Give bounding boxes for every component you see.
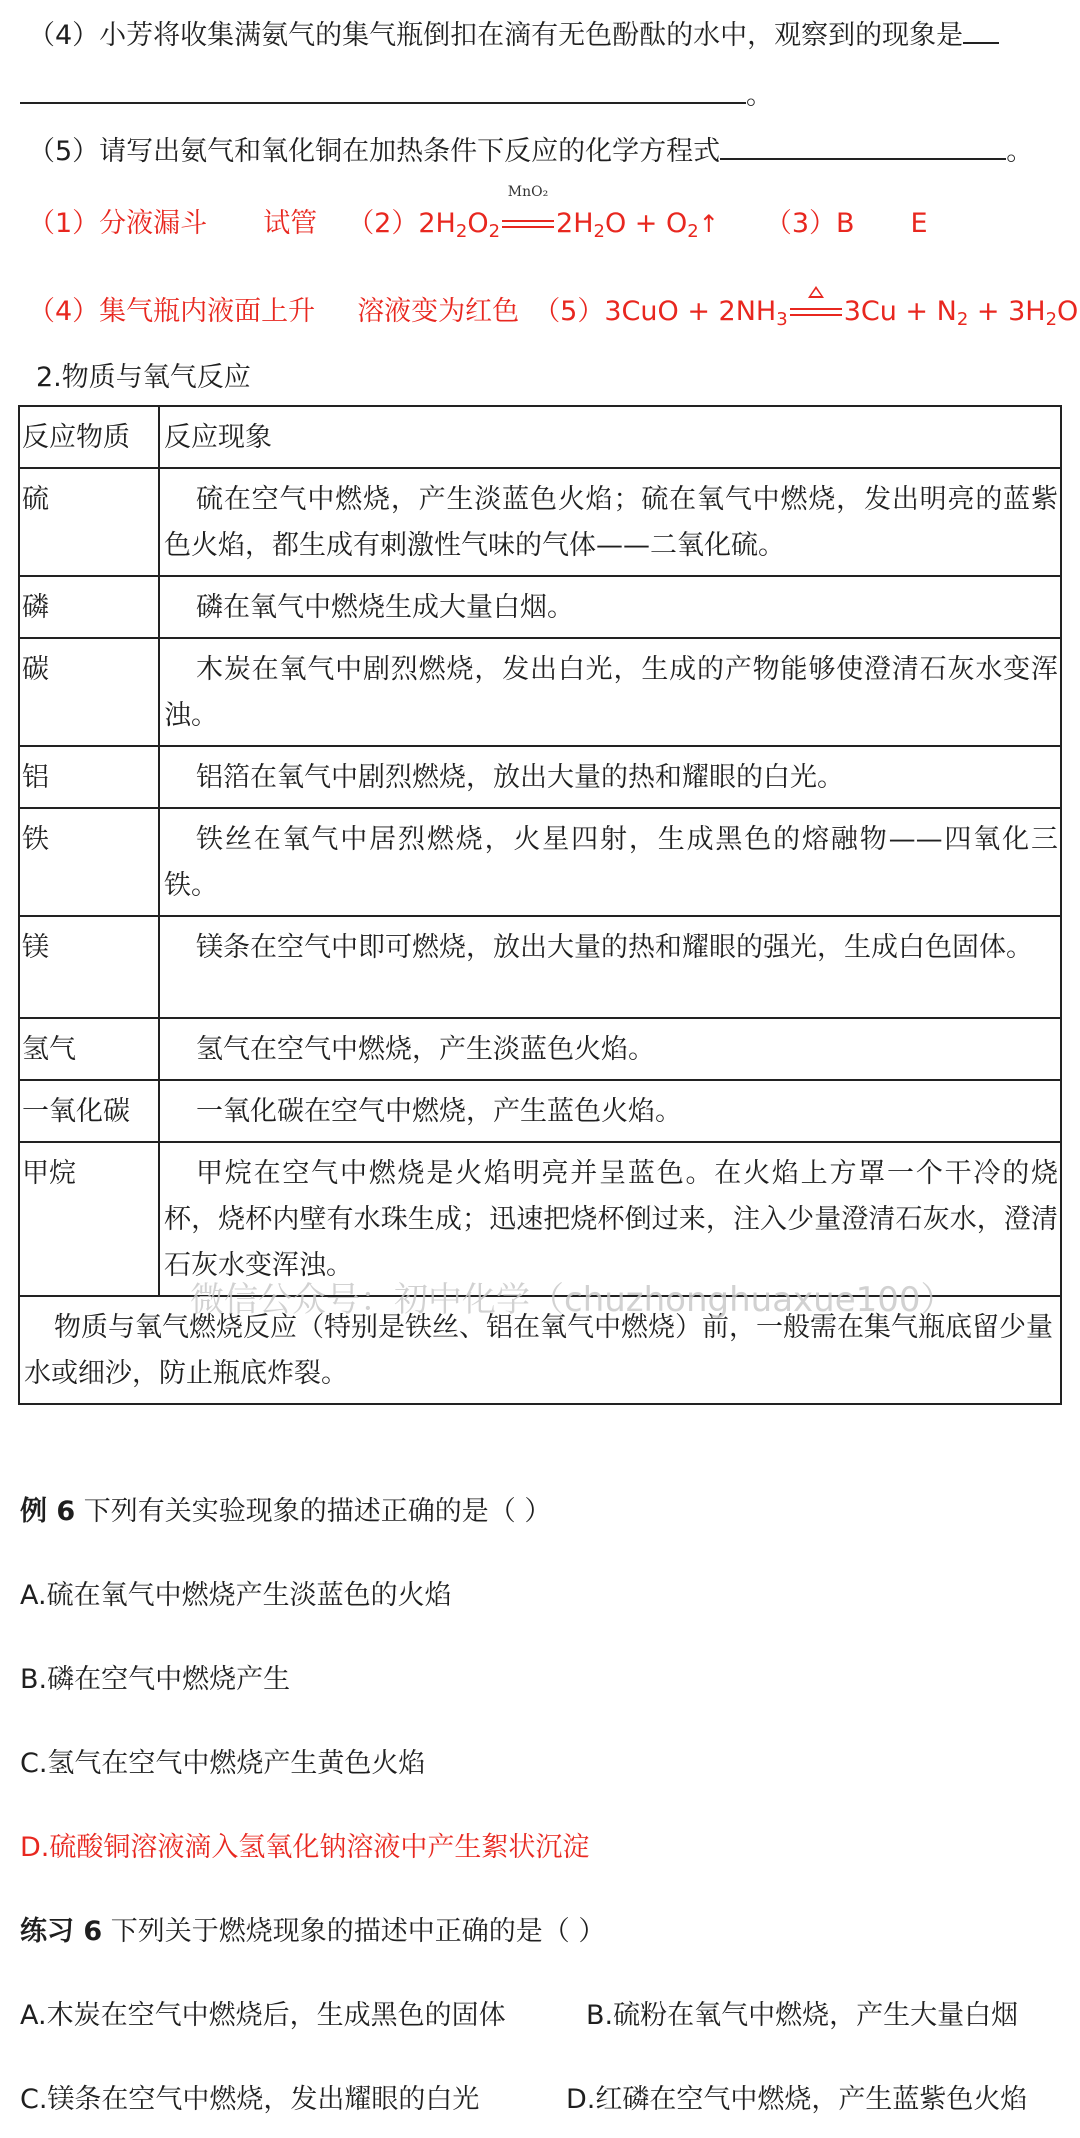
- substance-cell: 铁: [19, 808, 159, 916]
- phenomenon-cell: 铝箔在氧气中剧烈燃烧，放出大量的热和耀眼的白光。: [159, 746, 1061, 808]
- table-header-cell: 反应现象: [159, 406, 1061, 468]
- reaction-table: [18, 405, 1062, 1405]
- practice-6-stem: 练习 6 下列关于燃烧现象的描述中正确的是（ ）: [20, 1916, 606, 1947]
- table-row: [19, 1080, 1061, 1142]
- table-note: 物质与氧气燃烧反应（特别是铁丝、铝在氧气中燃烧）前，一般需在集气瓶底留少量水或细沙，防止瓶底炸裂。: [19, 1296, 1061, 1404]
- phenomenon-cell: 磷在氧气中燃烧生成大量白烟。: [159, 576, 1061, 638]
- phenomenon-cell: 硫在空气中燃烧，产生淡蓝色火焰；硫在氧气中燃烧，发出明亮的蓝紫色火焰，都生成有刺激性气味的气体——二氧化硫。: [159, 468, 1061, 576]
- table-row: [19, 1018, 1061, 1080]
- substance-cell: 碳: [19, 638, 159, 746]
- answer-line-2: （4）集气瓶内液面上升 溶液变为红色 $(5)3CuO + 2NH_3$ $3Cu + N_2 + 3H_2O$: [28, 292, 1078, 340]
- practice-option-a: A.木炭在空气中燃烧后，生成黑色的固体: [20, 2000, 506, 2031]
- substance-cell: 铝: [19, 746, 159, 808]
- table-header-row: [19, 406, 1061, 468]
- table-row: [19, 916, 1061, 1018]
- table-row: [19, 638, 1061, 746]
- substance-cell: 一氧化碳: [19, 1080, 159, 1142]
- option-b: B.磷在空气中燃烧产生: [20, 1664, 291, 1695]
- question-5: （5）请写出氨气和氧化铜在加热条件下反应的化学方程式 。: [28, 128, 1033, 172]
- table-row: [19, 468, 1061, 576]
- watermark: 微信公众号：初中化学（chuzhonghuaxue100）: [190, 1280, 955, 1320]
- reaction-sign: [788, 292, 844, 332]
- table-row: [19, 576, 1061, 638]
- gas-arrow-icon: ↑: [698, 210, 719, 238]
- phenomenon-cell: 镁条在空气中即可燃烧，放出大量的热和耀眼的强光，生成白色固体。: [159, 916, 1061, 1018]
- question-5-text: （5）请写出氨气和氧化铜在加热条件下反应的化学方程式: [28, 136, 721, 167]
- example-6-stem: 例 6 下列有关实验现象的描述正确的是（ ）: [20, 1496, 552, 1527]
- table-row: [19, 746, 1061, 808]
- section-title: 2.物质与氧气反应: [36, 362, 251, 393]
- option-a: A.硫在氧气中燃烧产生淡蓝色的火焰: [20, 1580, 452, 1611]
- phenomenon-cell: 铁丝在氧气中居烈燃烧，火星四射，生成黑色的熔融物——四氧化三铁。: [159, 808, 1061, 916]
- answer-line-1: （1）分液漏斗 试管 $(2)2H_2O_2$ MnO₂ $2H_2O$ + $O_2↑$ （3）B E: [28, 184, 928, 242]
- substance-cell: 镁: [19, 916, 159, 1018]
- equation-cuo-nh3: $3CuO + 2NH_3$ $3Cu + N_2 + 3H_2O$: [604, 296, 1078, 327]
- practice-option-d: D.红磷在空气中燃烧，产生蓝紫色火焰: [566, 2084, 1028, 2115]
- phenomenon-cell: 一氧化碳在空气中燃烧，产生蓝色火焰。: [159, 1080, 1061, 1142]
- substance-cell: 硫: [19, 468, 159, 576]
- substance-cell: 甲烷: [19, 1142, 159, 1296]
- substance-cell: 磷: [19, 576, 159, 638]
- reaction-sign: [500, 184, 556, 244]
- catalyst-label: MnO₂: [507, 184, 549, 200]
- equation-h2o2: $2H_2O_2$ MnO₂ $2H_2O$ + $O_2↑$: [418, 184, 719, 242]
- phenomenon-cell: 木炭在氧气中剧烈燃烧，发出白光，生成的产物能够使澄清石灰水变浑浊。: [159, 638, 1061, 746]
- table-row: [19, 808, 1061, 916]
- phenomenon-cell: 氢气在空气中燃烧，产生淡蓝色火焰。: [159, 1018, 1061, 1080]
- answer-blank: [963, 12, 999, 44]
- practice-option-c: C.镁条在空气中燃烧，发出耀眼的白光: [20, 2084, 480, 2115]
- answer-blank: [20, 72, 746, 104]
- heat-triangle-icon: [808, 286, 824, 298]
- practice-6-label: 练习 6: [20, 1916, 103, 1947]
- table-header-cell: 反应物质: [19, 406, 159, 468]
- question-4: [28, 12, 999, 56]
- answer-blank: [720, 128, 1006, 160]
- example-6-label: 例 6: [20, 1496, 76, 1527]
- question-4-text: （4）小芳将收集满氨气的集气瓶倒扣在滴有无色酚酞的水中，观察到的现象是: [28, 20, 964, 51]
- option-c: C.氢气在空气中燃烧产生黄色火焰: [20, 1748, 426, 1779]
- substance-cell: 氢气: [19, 1018, 159, 1080]
- phenomenon-cell: 甲烷在空气中燃烧是火焰明亮并呈蓝色。在火焰上方罩一个干冷的烧杯，烧杯内壁有水珠生成；迅速把烧杯倒过来，注入少量澄清石灰水，澄清石灰水变浑浊。: [159, 1142, 1061, 1296]
- question-4-line2: 。: [20, 72, 773, 116]
- practice-option-b: B.硫粉在氧气中燃烧，产生大量白烟: [586, 2000, 1019, 2031]
- option-d-answer: D.硫酸铜溶液滴入氢氧化钠溶液中产生絮状沉淀: [20, 1832, 590, 1863]
